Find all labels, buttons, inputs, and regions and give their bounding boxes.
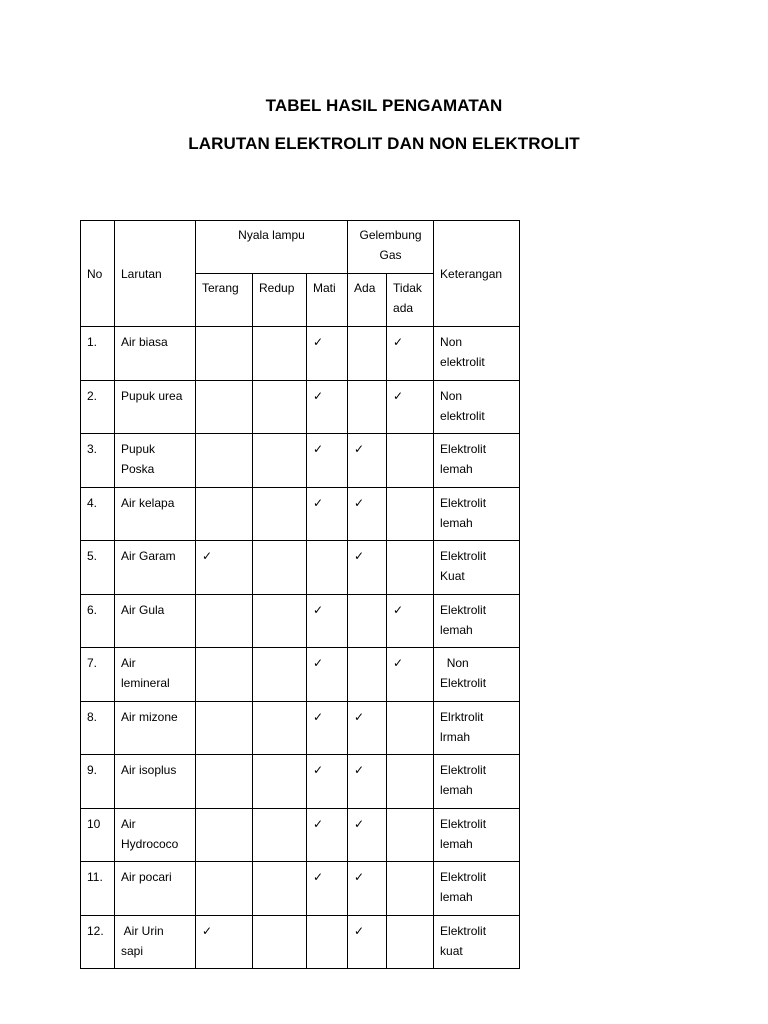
cell-no: 9. — [81, 755, 115, 809]
cell-keterangan-line: Non — [440, 656, 469, 670]
cell-no: 4. — [81, 487, 115, 541]
cell-redup — [253, 380, 307, 434]
cell-larutan — [115, 808, 196, 862]
cell-ada: ✓ — [348, 541, 387, 595]
table-row — [81, 487, 520, 541]
header-row-top — [81, 221, 520, 274]
header-mati: Mati — [307, 274, 348, 327]
cell-keterangan-line: Non — [440, 335, 463, 349]
cell-larutan-line: Pupuk — [121, 442, 156, 456]
cell-keterangan-line: Elektrolit — [440, 549, 487, 563]
cell-tidak — [387, 487, 434, 541]
cell-mati: ✓ — [307, 755, 348, 809]
cell-terang: ✓ — [196, 915, 253, 969]
header-keterangan: Keterangan — [434, 221, 520, 327]
cell-larutan-line: Air mizone — [121, 709, 178, 724]
cell-tidak — [387, 755, 434, 809]
header-nyala-lampu: Nyala lampu — [196, 221, 348, 274]
cell-larutan-line: Air Garam — [121, 549, 176, 563]
header-redup: Redup — [253, 274, 307, 327]
cell-ada: ✓ — [348, 915, 387, 969]
cell-redup — [253, 541, 307, 595]
cell-mati: ✓ — [307, 862, 348, 916]
cell-keterangan-line: lrmah — [440, 729, 471, 744]
cell-tidak — [387, 915, 434, 969]
cell-no: 2. — [81, 380, 115, 434]
cell-larutan-line: Hydrococo — [121, 836, 179, 851]
cell-keterangan — [434, 327, 520, 381]
cell-no: 11. — [81, 862, 115, 916]
cell-keterangan — [434, 915, 520, 969]
cell-terang — [196, 808, 253, 862]
table-row — [81, 755, 520, 809]
cell-ada: ✓ — [348, 862, 387, 916]
cell-tidak — [387, 808, 434, 862]
cell-mati: ✓ — [307, 380, 348, 434]
header-ada: Ada — [348, 274, 387, 327]
cell-larutan-line: Air Gula — [121, 602, 165, 617]
cell-larutan — [115, 862, 196, 916]
cell-keterangan-line: lemah — [440, 836, 473, 851]
cell-terang — [196, 594, 253, 648]
cell-mati — [307, 915, 348, 969]
cell-larutan-line: Poska — [121, 462, 155, 476]
cell-mati: ✓ — [307, 701, 348, 755]
cell-tidak: ✓ — [387, 327, 434, 381]
cell-no: 10 — [81, 808, 115, 862]
cell-keterangan-line: Elektrolit — [440, 602, 487, 617]
cell-larutan-line: Air kelapa — [121, 495, 175, 510]
header-gelembung-gas — [348, 221, 434, 274]
cell-keterangan-line: Elektrolit — [440, 495, 487, 510]
cell-redup — [253, 487, 307, 541]
cell-larutan — [115, 541, 196, 595]
cell-keterangan-line: lemah — [440, 515, 473, 530]
header-larutan: Larutan — [115, 221, 196, 327]
header-terang: Terang — [196, 274, 253, 327]
cell-ada: ✓ — [348, 487, 387, 541]
cell-keterangan-line: Elektrolit — [440, 870, 487, 884]
cell-tidak — [387, 541, 434, 595]
cell-ada: ✓ — [348, 808, 387, 862]
cell-tidak: ✓ — [387, 648, 434, 702]
table-row — [81, 541, 520, 595]
cell-redup — [253, 648, 307, 702]
cell-tidak — [387, 701, 434, 755]
cell-terang — [196, 701, 253, 755]
cell-ada: ✓ — [348, 755, 387, 809]
cell-larutan — [115, 594, 196, 648]
header-gelembung-line1: Gelembung — [359, 228, 422, 242]
table-row — [81, 808, 520, 862]
cell-larutan — [115, 915, 196, 969]
table-row — [81, 594, 520, 648]
table-row — [81, 915, 520, 969]
cell-keterangan — [434, 755, 520, 809]
cell-larutan-line: Air — [121, 656, 136, 670]
cell-keterangan-line: Elektrolit — [440, 923, 487, 938]
cell-keterangan — [434, 541, 520, 595]
cell-mati — [307, 541, 348, 595]
cell-redup — [253, 915, 307, 969]
observation-table — [80, 220, 520, 969]
cell-terang — [196, 755, 253, 809]
cell-ada: ✓ — [348, 701, 387, 755]
cell-larutan-line: Air biasa — [121, 335, 168, 349]
cell-larutan-line: sapi — [121, 943, 144, 958]
header-no: No — [81, 221, 115, 327]
cell-no: 1. — [81, 327, 115, 381]
cell-redup — [253, 594, 307, 648]
cell-keterangan — [434, 808, 520, 862]
cell-larutan — [115, 701, 196, 755]
cell-larutan-line: lemineral — [121, 676, 170, 690]
cell-mati: ✓ — [307, 327, 348, 381]
cell-keterangan-line: lemah — [440, 890, 473, 904]
header-tidak-line1: Tidak — [393, 281, 422, 295]
cell-larutan — [115, 434, 196, 488]
cell-larutan-line: Air pocari — [121, 870, 172, 884]
cell-larutan-line: Air — [121, 816, 136, 831]
cell-terang — [196, 648, 253, 702]
cell-keterangan-line: elektrolit — [440, 355, 485, 369]
cell-keterangan — [434, 380, 520, 434]
cell-terang — [196, 327, 253, 381]
cell-redup — [253, 327, 307, 381]
cell-ada — [348, 380, 387, 434]
cell-larutan-line: Air Urin — [121, 923, 164, 938]
cell-terang — [196, 434, 253, 488]
cell-keterangan — [434, 862, 520, 916]
cell-keterangan-line: Elektrolit — [440, 676, 487, 690]
table-row — [81, 327, 520, 381]
cell-mati: ✓ — [307, 434, 348, 488]
table-row — [81, 648, 520, 702]
cell-ada — [348, 648, 387, 702]
cell-mati: ✓ — [307, 648, 348, 702]
cell-ada: ✓ — [348, 434, 387, 488]
cell-keterangan-line: lemah — [440, 783, 473, 797]
cell-ada — [348, 594, 387, 648]
cell-keterangan — [434, 434, 520, 488]
cell-no: 12. — [81, 915, 115, 969]
cell-larutan — [115, 380, 196, 434]
cell-tidak: ✓ — [387, 594, 434, 648]
header-tidak-line2: ada — [393, 301, 414, 315]
cell-redup — [253, 808, 307, 862]
cell-redup — [253, 862, 307, 916]
cell-larutan-line: Air isoplus — [121, 763, 177, 777]
cell-keterangan-line: elektrolit — [440, 408, 485, 423]
cell-keterangan-line: lemah — [440, 622, 473, 637]
page-subtitle: LARUTAN ELEKTROLIT DAN NON ELEKTROLIT — [188, 134, 580, 153]
header-gelembung-line2: Gas — [379, 248, 402, 262]
cell-redup — [253, 755, 307, 809]
cell-mati: ✓ — [307, 594, 348, 648]
table-row — [81, 434, 520, 488]
page-title: TABEL HASIL PENGAMATAN — [265, 96, 503, 115]
cell-mati: ✓ — [307, 487, 348, 541]
cell-redup — [253, 434, 307, 488]
table-row — [81, 380, 520, 434]
cell-redup — [253, 701, 307, 755]
cell-keterangan — [434, 487, 520, 541]
header-tidak-ada — [387, 274, 434, 327]
cell-no: 3. — [81, 434, 115, 488]
cell-larutan — [115, 648, 196, 702]
cell-larutan — [115, 755, 196, 809]
cell-larutan — [115, 487, 196, 541]
cell-larutan — [115, 327, 196, 381]
cell-no: 6. — [81, 594, 115, 648]
cell-no: 5. — [81, 541, 115, 595]
cell-no: 8. — [81, 701, 115, 755]
cell-keterangan-line: Non — [440, 388, 463, 403]
cell-keterangan — [434, 701, 520, 755]
cell-keterangan-line: lemah — [440, 462, 473, 476]
cell-terang: ✓ — [196, 541, 253, 595]
cell-keterangan — [434, 594, 520, 648]
cell-terang — [196, 487, 253, 541]
cell-tidak: ✓ — [387, 380, 434, 434]
cell-keterangan-line: Elektrolit — [440, 763, 487, 777]
cell-terang — [196, 862, 253, 916]
table-row — [81, 701, 520, 755]
cell-keterangan-line: Elektrolit — [440, 816, 487, 831]
cell-tidak — [387, 862, 434, 916]
cell-keterangan — [434, 648, 520, 702]
cell-keterangan-line: Kuat — [440, 569, 465, 583]
cell-keterangan-line: kuat — [440, 943, 463, 958]
table-row — [81, 862, 520, 916]
cell-ada — [348, 327, 387, 381]
cell-keterangan-line: Elektrolit — [440, 442, 487, 456]
cell-keterangan-line: Elrktrolit — [440, 709, 484, 724]
cell-mati: ✓ — [307, 808, 348, 862]
cell-larutan-line: Pupuk urea — [121, 388, 183, 403]
cell-tidak — [387, 434, 434, 488]
cell-terang — [196, 380, 253, 434]
cell-no: 7. — [81, 648, 115, 702]
